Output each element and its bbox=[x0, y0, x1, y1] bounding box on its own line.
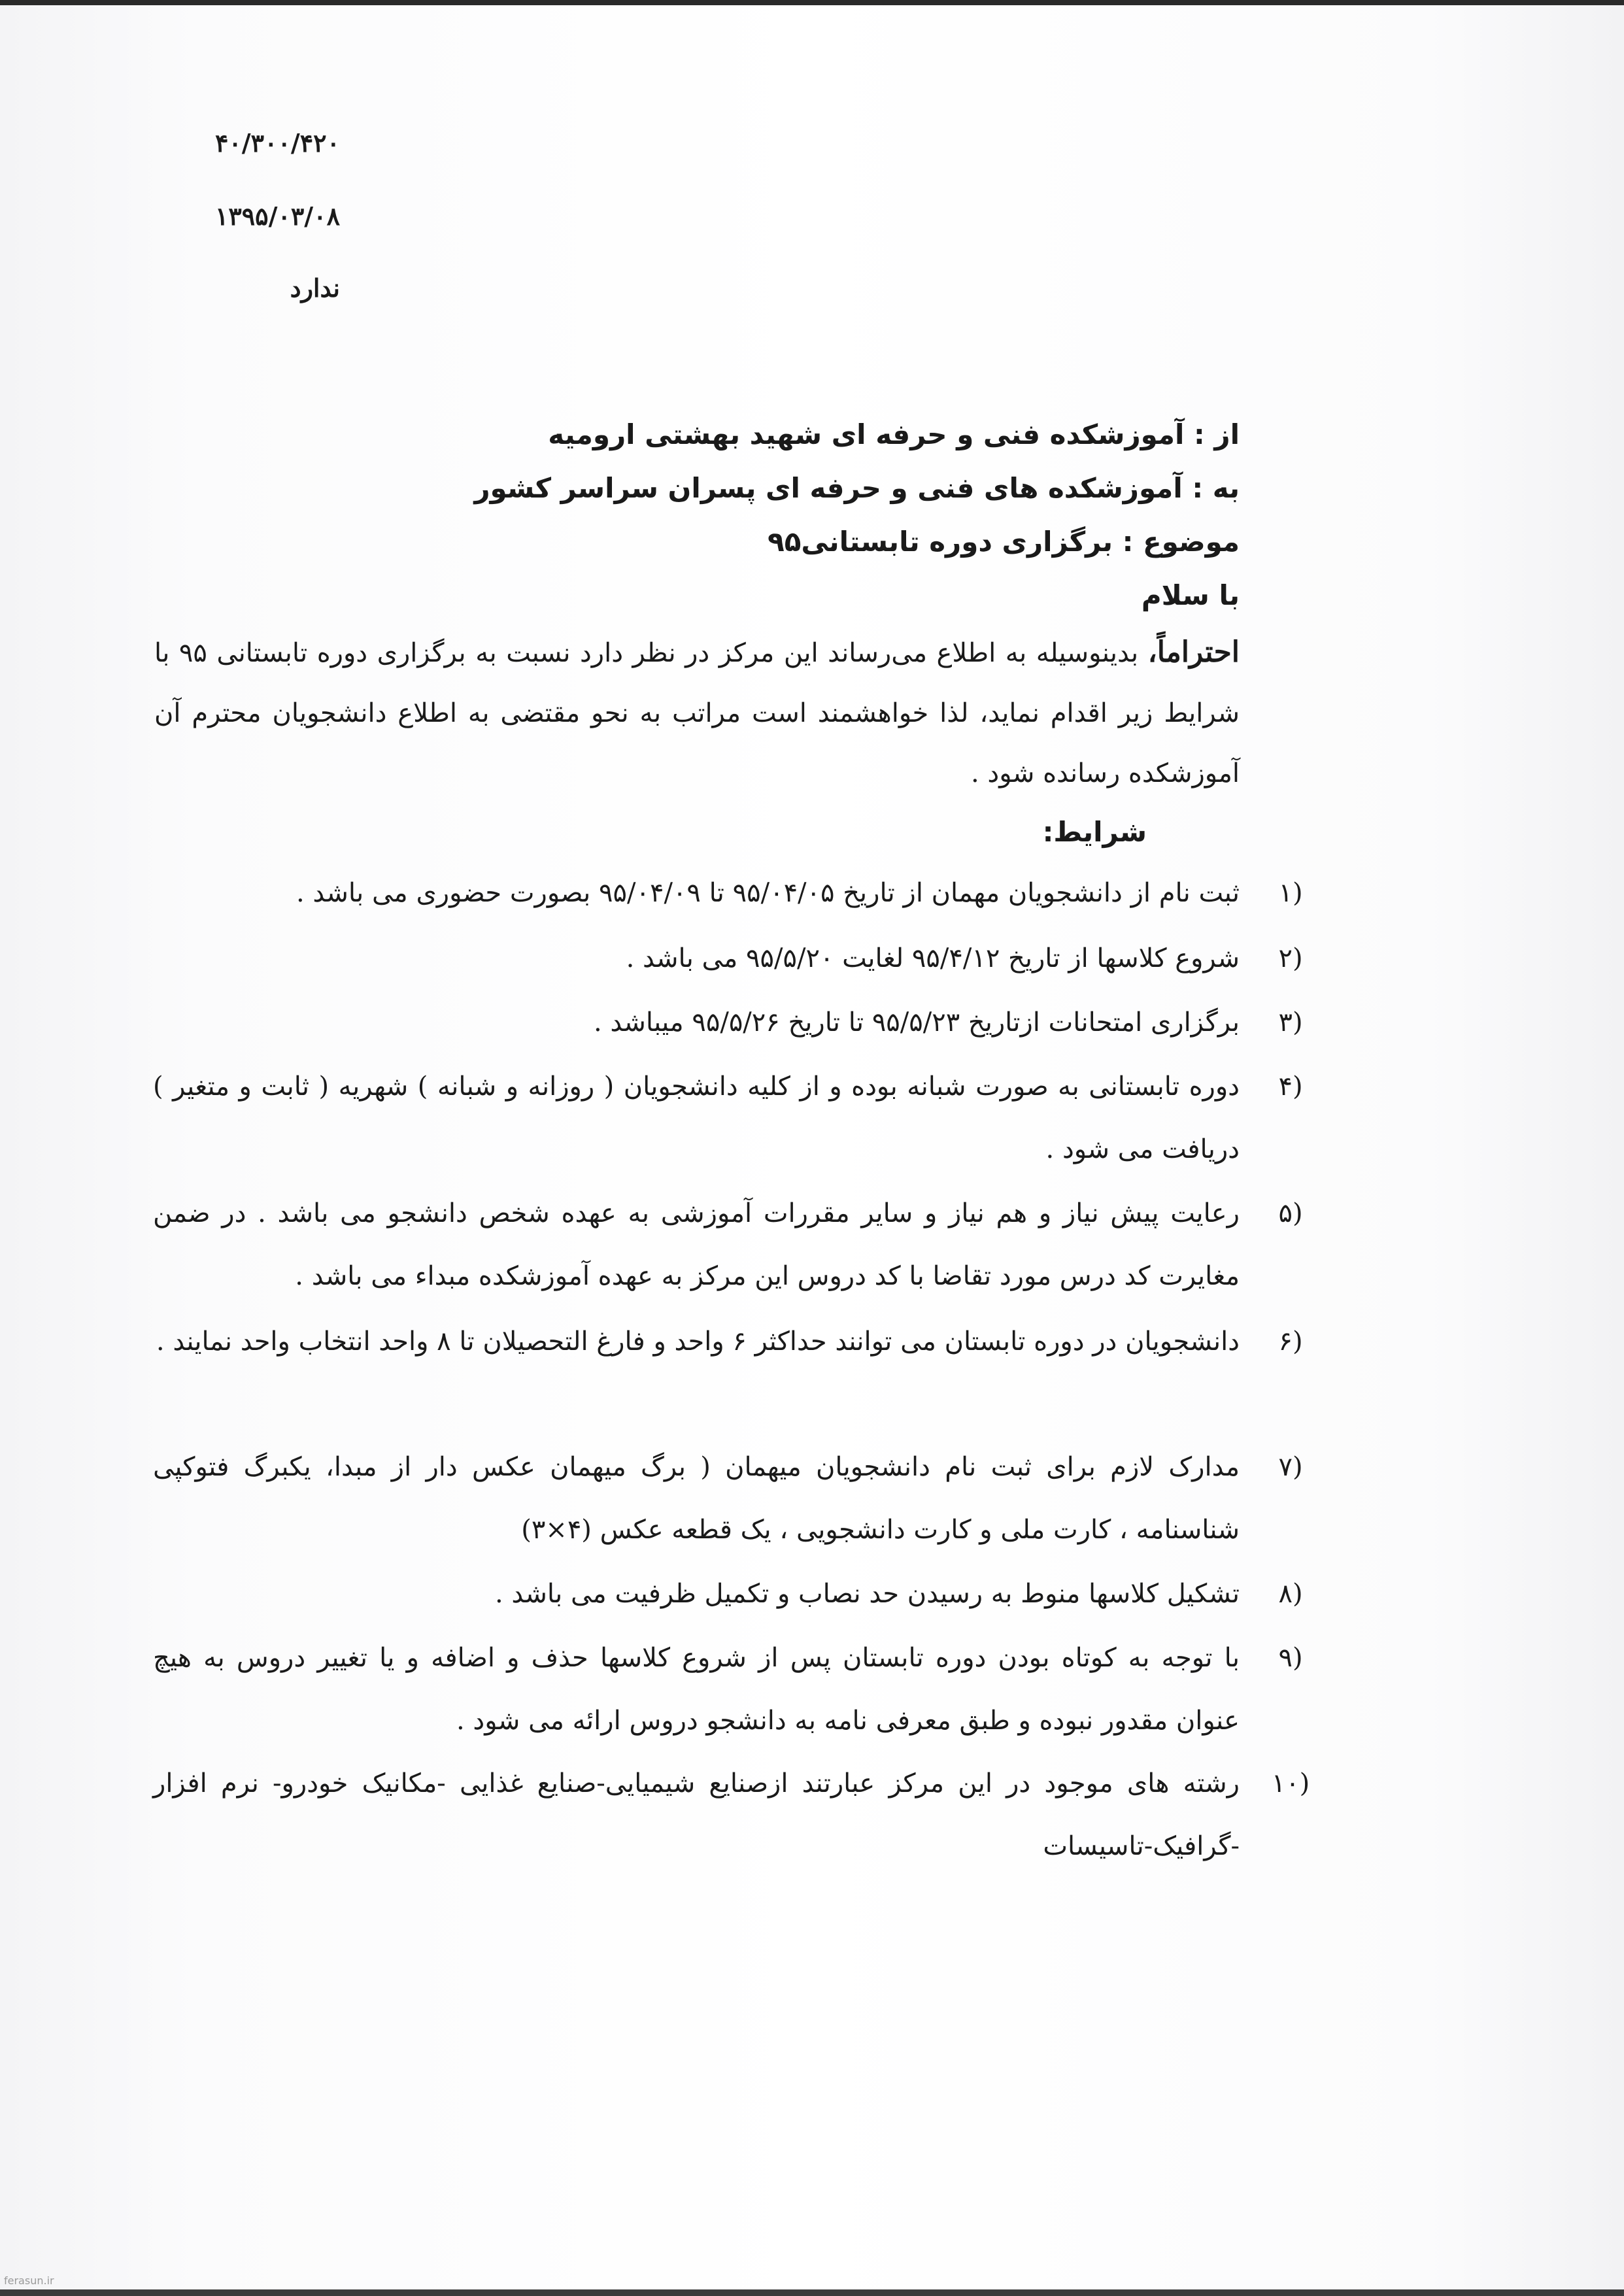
condition-text: رشته های موجود در این مرکز عبارتند ازصنایع شیمیایی-صنایع غذایی -مکانیک خودرو- نرم افزار -گرافیک-تاسیسات bbox=[153, 1768, 1240, 1861]
intro-paragraph bbox=[154, 622, 1240, 803]
scan-top-edge bbox=[0, 0, 1624, 5]
condition-text: ثبت نام از دانشجویان مهمان از تاریخ ۹۵/۰۴/۰۵ تا ۹۵/۰۴/۰۹ بصورت حضوری می باشد . bbox=[296, 878, 1240, 908]
condition-item bbox=[153, 862, 1303, 924]
condition-item bbox=[153, 927, 1303, 990]
condition-text: تشکیل کلاسها منوط به رسیدن حد نصاب و تکمیل ظرفیت می باشد . bbox=[494, 1579, 1240, 1609]
condition-number: ۹) bbox=[1278, 1643, 1303, 1673]
condition-item bbox=[153, 1055, 1303, 1181]
condition-item bbox=[153, 991, 1303, 1054]
condition-text: برگزاری امتحانات ازتاریخ ۹۵/۵/۲۳ تا تاریخ ۹۵/۵/۲۶ میباشد . bbox=[593, 1007, 1240, 1038]
scan-watermark: ferasun.ir bbox=[4, 2274, 54, 2287]
condition-number: ۳) bbox=[1278, 1007, 1303, 1038]
condition-number: ۴) bbox=[1278, 1072, 1303, 1102]
condition-number: ۱۰) bbox=[1271, 1768, 1310, 1798]
intro-lead: احتراماً، bbox=[1147, 635, 1240, 669]
condition-item bbox=[153, 1182, 1303, 1308]
letter-from: از : آموزشکده فنی و حرفه ای شهید بهشتی ارومیه bbox=[548, 418, 1240, 450]
letter-to: به : آموزشکده های فنی و حرفه ای پسران سراسر کشور bbox=[474, 472, 1240, 504]
condition-number: ۷) bbox=[1278, 1452, 1303, 1482]
condition-text: مدارک لازم برای ثبت نام دانشجویان میهمان ( برگ میهمان عکس دار از مبدا، یکبرگ فتوکپی شناسنامه ، کارت ملی و کارت دانشجویی ، یک قطعه عکس (۴×۳) bbox=[153, 1452, 1240, 1545]
condition-text: شروع کلاسها از تاریخ ۹۵/۴/۱۲ لغایت ۹۵/۵/۲۰ می باشد . bbox=[626, 943, 1240, 973]
letter-greeting: با سلام bbox=[1141, 579, 1240, 611]
condition-text: دانشجویان در دوره تابستان می توانند حداکثر ۶ واحد و فارغ التحصیلان تا ۸ واحد انتخاب واحد نمایند . bbox=[156, 1326, 1240, 1357]
condition-number: ۵) bbox=[1278, 1198, 1303, 1228]
letter-date: ۱۳۹۵/۰۳/۰۸ bbox=[214, 201, 340, 231]
condition-item bbox=[153, 1627, 1303, 1752]
letter-attachment: ندارد bbox=[290, 273, 340, 303]
conditions-title: شرایط: bbox=[1042, 816, 1147, 848]
letter-subject: موضوع : برگزاری دوره تابستانی۹۵ bbox=[768, 526, 1240, 558]
scan-bottom-edge bbox=[0, 2289, 1624, 2296]
condition-item bbox=[153, 1562, 1303, 1625]
condition-text: رعایت پیش نیاز و هم نیاز و سایر مقررات آموزشی به عهده شخص دانشجو می باشد . در ضمن مغایرت کد درس مورد تقاضا با کد دروس این مرکز به عهده آموزشکده مبداء می باشد . bbox=[153, 1198, 1240, 1291]
condition-number: ۸) bbox=[1278, 1579, 1303, 1609]
condition-text: دوره تابستانی به صورت شبانه بوده و از کلیه دانشجویان ( روزانه و شبانه ) شهریه ( ثابت و متغیر ) دریافت می شود . bbox=[153, 1072, 1240, 1164]
condition-number: ۱) bbox=[1278, 878, 1303, 908]
letter-number: ۴۰/۳۰۰/۴۲۰ bbox=[214, 128, 340, 158]
condition-number: ۶) bbox=[1278, 1326, 1303, 1357]
intro-text: بدینوسیله به اطلاع می‌رساند این مرکز در نظر دارد نسبت به برگزاری دوره تابستانی ۹۵ با شرایط زیر اقدام نماید، لذا خواهشمند است مراتب به نحو مقتضی به اطلاع دانشجویان محترم آن آموزشکده رسانده شود . bbox=[154, 638, 1240, 788]
condition-item bbox=[153, 1436, 1303, 1561]
condition-number: ۲) bbox=[1278, 943, 1303, 973]
condition-item bbox=[153, 1310, 1303, 1373]
condition-text: با توجه به کوتاه بودن دوره تابستان پس از شروع کلاسها حذف و اضافه و یا تغییر دروس به هیچ عنوان مقدور نبوده و طبق معرفی نامه به دانشجو دروس ارائه می شود . bbox=[153, 1643, 1240, 1736]
condition-item bbox=[153, 1752, 1310, 1878]
